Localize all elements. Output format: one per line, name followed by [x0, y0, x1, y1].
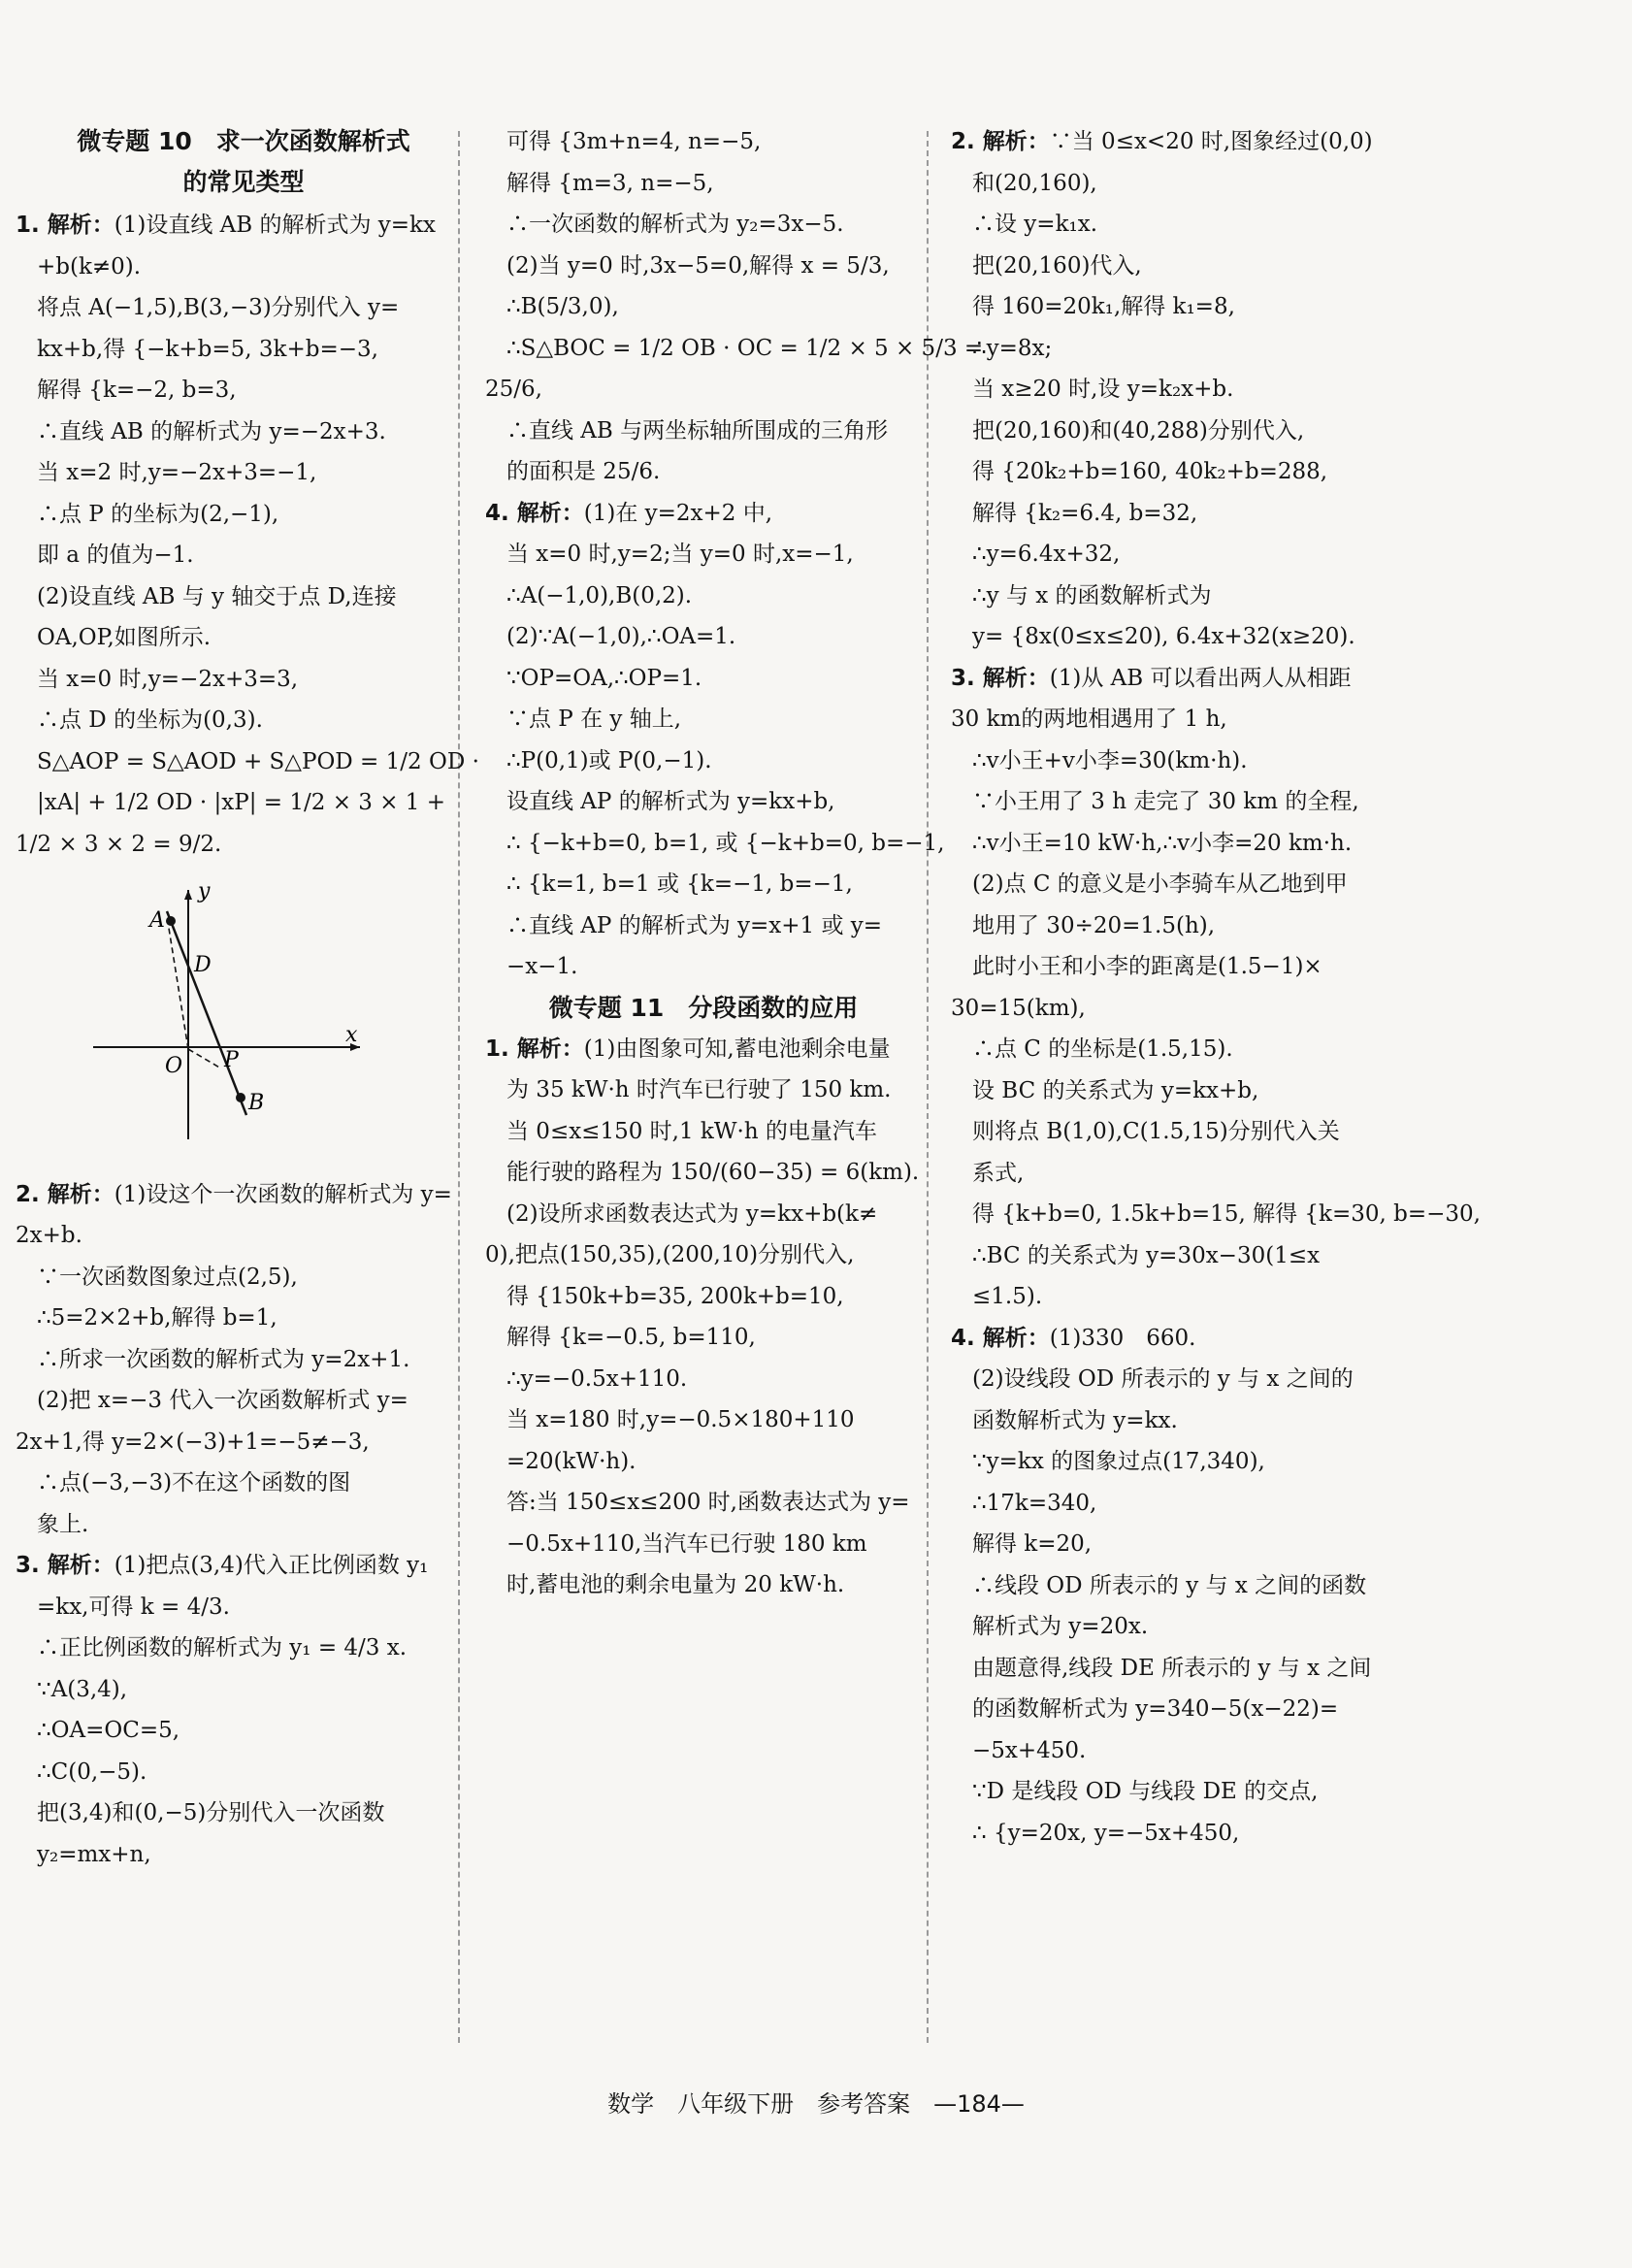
- column-divider-2: [927, 131, 929, 2043]
- text-line: ∴B(5/3,0),: [506, 294, 619, 319]
- column-2: [485, 121, 984, 1606]
- text-line: 解得 {m=3, n=−5,: [506, 170, 714, 196]
- text-line: ∵小王用了 3 h 走完了 30 km 的全程,: [972, 789, 1359, 814]
- point-p-label: P: [224, 1048, 239, 1072]
- text-line: 当 x=0 时,y=2;当 y=0 时,x=−1,: [506, 542, 854, 567]
- text-line: 2x+b.: [16, 1223, 82, 1248]
- text-line: 设 BC 的关系式为 y=kx+b,: [972, 1077, 1259, 1103]
- text-line: (2)∵A(−1,0),∴OA=1.: [506, 624, 736, 649]
- text-line: S△AOP = S△AOD + S△POD = 1/2 OD ·: [37, 748, 479, 774]
- text-line: 得 {20k₂+b=160, 40k₂+b=288,: [972, 459, 1328, 484]
- text-line: 此时小王和小李的距离是(1.5−1)×: [972, 954, 1322, 979]
- text-line: ∴正比例函数的解析式为 y₁ = 4/3 x.: [37, 1635, 408, 1660]
- text-line: OA,OP,如图所示.: [37, 625, 212, 650]
- text-line: 解析式为 y=20x.: [972, 1614, 1149, 1639]
- question-line: 1. 解析：(1)由图象可知,蓄电池剩余电量: [485, 1035, 891, 1062]
- text-line: ∵A(3,4),: [37, 1676, 128, 1702]
- text-line: 的函数解析式为 y=340−5(x−22)=: [972, 1696, 1339, 1722]
- text-line: 时,蓄电池的剩余电量为 20 kW·h.: [506, 1572, 845, 1597]
- text-line: ∵OP=OA,∴OP=1.: [506, 665, 702, 691]
- text-line: 当 x=0 时,y=−2x+3=3,: [37, 666, 299, 692]
- text-line: 能行驶的路程为 150/(60−35) = 6(km).: [506, 1160, 920, 1185]
- segment-op: [188, 1049, 221, 1068]
- text-line: 将点 A(−1,5),B(3,−3)分别代入 y=: [37, 295, 400, 320]
- section-title-11: 微专题 11 分段函数的应用: [548, 993, 859, 1022]
- column-3: [951, 121, 1481, 1854]
- text-line: ∵一次函数图象过点(2,5),: [37, 1264, 298, 1290]
- section-title-10: 微专题 10 求一次函数解析式: [77, 127, 410, 155]
- text-line: 则将点 B(1,0),C(1.5,15)分别代入关: [972, 1119, 1340, 1144]
- text-line: +b(k≠0).: [37, 253, 142, 279]
- question-line: 3. 解析：(1)把点(3,4)代入正比例函数 y₁: [16, 1553, 429, 1578]
- text-line: ∴5=2×2+b,解得 b=1,: [37, 1305, 277, 1331]
- text-line: ∴ {y=20x, y=−5x+450,: [972, 1820, 1240, 1846]
- text-line: −0.5x+110,当汽车已行驶 180 km: [506, 1530, 867, 1557]
- point-b: [236, 1093, 245, 1102]
- column-2-text-a: [485, 121, 984, 988]
- text-line: ∴S△BOC = 1/2 OB · OC = 1/2 × 5 × 5/3 =: [506, 335, 984, 361]
- text-line: (2)点 C 的意义是小李骑车从乙地到甲: [972, 871, 1348, 897]
- text-line: 的面积是 25/6.: [506, 459, 661, 484]
- text-line: 2x+1,得 y=2×(−3)+1=−5≠−3,: [16, 1429, 370, 1455]
- question-line: 4. 解析：(1)330 660.: [951, 1325, 1196, 1351]
- text-line: 系式,: [972, 1160, 1025, 1186]
- text-line: 0),把点(150,35),(200,10)分别代入,: [485, 1242, 855, 1267]
- text-line: 即 a 的值为−1.: [37, 542, 194, 568]
- column-1: [16, 121, 479, 1875]
- text-line: 把(20,160)代入,: [972, 252, 1142, 279]
- text-line: 解得 {k=−0.5, b=110,: [506, 1325, 756, 1350]
- text-line: ∴OA=OC=5,: [37, 1718, 180, 1743]
- text-line: 把(20,160)和(40,288)分别代入,: [972, 417, 1305, 444]
- text-line: −x−1.: [506, 954, 578, 979]
- text-line: 函数解析式为 y=kx.: [972, 1407, 1178, 1433]
- point-a: [166, 916, 176, 926]
- coordinate-figure: [74, 882, 472, 1168]
- column-1-text-a: [16, 205, 479, 865]
- text-line: ∵D 是线段 OD 与线段 DE 的交点,: [972, 1779, 1319, 1804]
- text-line: (2)设线段 OD 所表示的 y 与 x 之间的: [972, 1366, 1354, 1392]
- text-line: ∵点 P 在 y 轴上,: [506, 707, 682, 732]
- text-line: |xA| + 1/2 OD · |xP| = 1/2 × 3 × 1 +: [37, 790, 446, 815]
- text-line: 当 x=180 时,y=−0.5×180+110: [506, 1407, 855, 1432]
- question-line: 4. 解析：(1)在 y=2x+2 中,: [485, 500, 773, 526]
- text-line: ∴直线 AB 与两坐标轴所围成的三角形: [506, 417, 889, 444]
- text-line: 答:当 150≤x≤200 时,函数表达式为 y=: [506, 1490, 910, 1515]
- text-line: 地用了 30÷20=1.5(h),: [972, 912, 1216, 938]
- text-line: y= {8x(0≤x≤20), 6.4x+32(x≥20).: [972, 624, 1355, 649]
- point-d-label: D: [194, 953, 212, 977]
- column-3-text-a: [951, 121, 1481, 1854]
- y-axis-label: y: [198, 882, 211, 904]
- text-line: ∴y=8x;: [972, 335, 1053, 361]
- y-axis-arrow: [184, 890, 192, 900]
- text-line: ∴一次函数的解析式为 y₂=3x−5.: [506, 212, 844, 237]
- page-footer: 数学 八年级下册 参考答案 —184—: [607, 2090, 1025, 2118]
- point-a-label: A: [149, 908, 165, 933]
- line-ab: [167, 911, 246, 1115]
- text-line: ∴直线 AP 的解析式为 y=x+1 或 y=: [506, 912, 883, 938]
- text-line: ∴v小王+v小李=30(km·h).: [972, 747, 1248, 773]
- text-line: ∴点 D 的坐标为(0,3).: [37, 707, 263, 733]
- text-line: 当 x≥20 时,设 y=k₂x+b.: [972, 377, 1234, 402]
- question-line: 3. 解析：(1)从 AB 可以看出两人从相距: [951, 665, 1352, 691]
- text-line: 解得 {k=−2, b=3,: [37, 378, 237, 403]
- text-line: 30=15(km),: [951, 995, 1086, 1021]
- text-line: 设直线 AP 的解析式为 y=kx+b,: [506, 789, 835, 814]
- text-line: ∴y=−0.5x+110.: [506, 1365, 688, 1392]
- column-1-text-b: [16, 1174, 472, 1876]
- text-line: 30 km的两地相遇用了 1 h,: [951, 707, 1227, 732]
- text-line: ∴A(−1,0),B(0,2).: [506, 582, 693, 608]
- text-line: 得 160=20k₁,解得 k₁=8,: [972, 294, 1235, 319]
- graph-svg: [74, 882, 365, 1154]
- text-line: ∴BC 的关系式为 y=30x−30(1≤x: [972, 1242, 1321, 1268]
- text-line: y₂=mx+n,: [37, 1841, 151, 1867]
- text-line: 解得 k=20,: [972, 1531, 1093, 1557]
- text-line: ∴线段 OD 所表示的 y 与 x 之间的函数: [972, 1572, 1367, 1598]
- text-line: 1/2 × 3 × 2 = 9/2.: [16, 831, 222, 857]
- text-line: (2)设所求函数表达式为 y=kx+b(k≠: [506, 1200, 878, 1227]
- text-line: 当 x=2 时,y=−2x+3=−1,: [37, 460, 317, 485]
- text-line: 由题意得,线段 DE 所表示的 y 与 x 之间: [972, 1655, 1372, 1681]
- question-line: 1. 解析：(1)设直线 AB 的解析式为 y=kx: [16, 213, 436, 238]
- text-line: ∵y=kx 的图象过点(17,340),: [972, 1449, 1265, 1474]
- text-line: 得 {150k+b=35, 200k+b=10,: [506, 1283, 844, 1309]
- text-line: ∴ {k=1, b=1 或 {k=−1, b=−1,: [506, 871, 853, 897]
- text-line: 和(20,160),: [972, 170, 1097, 196]
- text-line: ∴y 与 x 的函数解析式为: [972, 582, 1212, 608]
- question-line: 2. 解析：∵当 0≤x<20 时,图象经过(0,0): [951, 129, 1373, 154]
- text-line: (2)设直线 AB 与 y 轴交于点 D,连接: [37, 583, 397, 609]
- text-line: 把(3,4)和(0,−5)分别代入一次函数: [37, 1800, 385, 1825]
- text-line: ∴直线 AB 的解析式为 y=−2x+3.: [37, 418, 386, 444]
- text-line: ∴v小王=10 kW·h,∴v小李=20 km·h.: [972, 830, 1353, 856]
- text-line: ∴点(−3,−3)不在这个函数的图: [37, 1470, 351, 1496]
- text-line: ∴P(0,1)或 P(0,−1).: [506, 747, 712, 773]
- text-line: (2)当 y=0 时,3x−5=0,解得 x = 5/3,: [506, 252, 890, 279]
- text-line: 可得 {3m+n=4, n=−5,: [506, 129, 762, 154]
- text-line: ∴点 P 的坐标为(2,−1),: [37, 501, 279, 527]
- text-line: 当 0≤x≤150 时,1 kW·h 的电量汽车: [506, 1118, 877, 1144]
- text-line: ∴点 C 的坐标是(1.5,15).: [972, 1036, 1233, 1062]
- origin-label: O: [165, 1054, 183, 1078]
- text-line: ∴C(0,−5).: [37, 1759, 147, 1785]
- text-line: ∴所求一次函数的解析式为 y=2x+1.: [37, 1346, 410, 1372]
- text-line: 解得 {k₂=6.4, b=32,: [972, 500, 1198, 526]
- text-line: =kx,可得 k = 4/3.: [37, 1594, 230, 1620]
- point-b-label: B: [248, 1091, 265, 1115]
- text-line: ≤1.5).: [972, 1284, 1043, 1309]
- text-line: ∴17k=340,: [972, 1490, 1097, 1516]
- text-line: 25/6,: [485, 377, 542, 402]
- question-line: 2. 解析：(1)设这个一次函数的解析式为 y=: [16, 1181, 452, 1207]
- text-line: −5x+450.: [972, 1737, 1087, 1763]
- text-line: 得 {k+b=0, 1.5k+b=15, 解得 {k=30, b=−30,: [972, 1201, 1481, 1227]
- text-line: ∴ {−k+b=0, b=1, 或 {−k+b=0, b=−1,: [506, 830, 945, 856]
- text-line: =20(kW·h).: [506, 1448, 636, 1474]
- column-2-text-b: [485, 1029, 922, 1606]
- x-axis-label: x: [345, 1023, 358, 1047]
- section-subtitle-10: 的常见类型: [182, 168, 305, 196]
- text-line: 为 35 kW·h 时汽车已行驶了 150 km.: [506, 1077, 892, 1102]
- text-line: ∴设 y=k₁x.: [972, 212, 1098, 237]
- text-line: 象上.: [37, 1511, 89, 1537]
- text-line: (2)把 x=−3 代入一次函数解析式 y=: [37, 1388, 408, 1413]
- text-line: kx+b,得 {−k+b=5, 3k+b=−3,: [37, 336, 378, 362]
- text-line: ∴y=6.4x+32,: [972, 542, 1121, 567]
